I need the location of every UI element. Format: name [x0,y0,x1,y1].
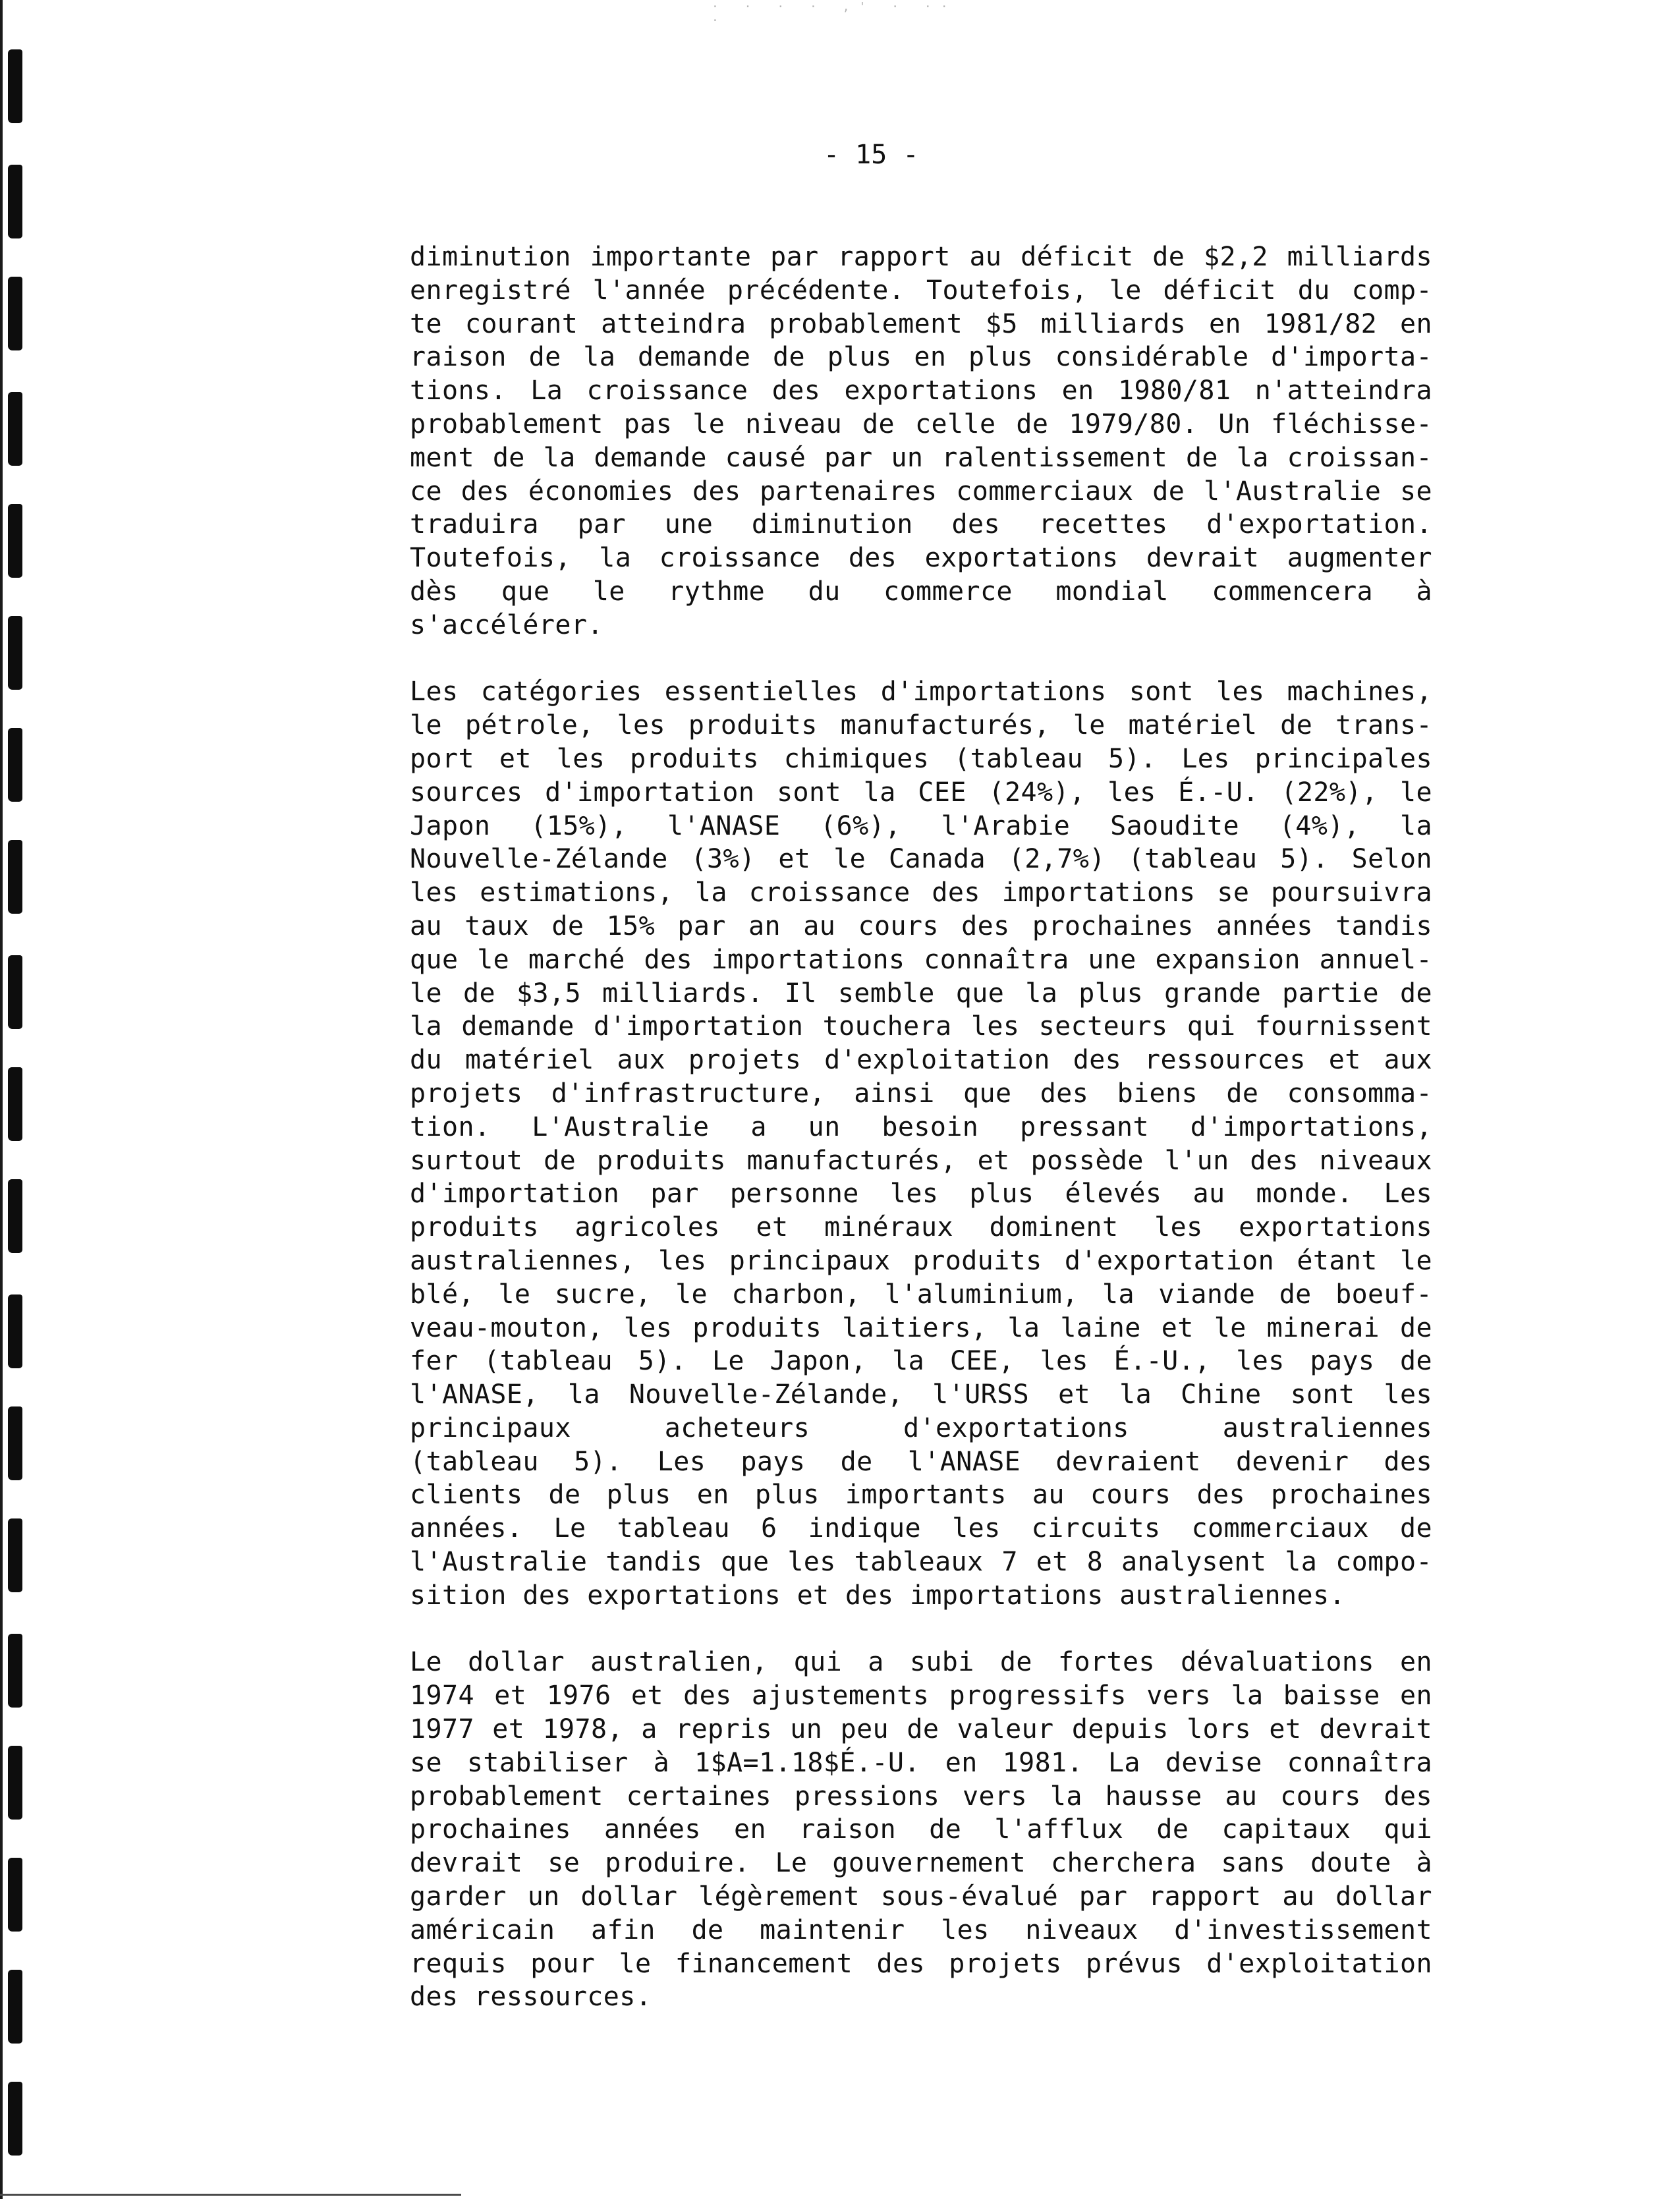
binder-mark [8,49,22,123]
scan-artifact: · · · · ,' · ·· · [712,0,957,28]
binder-mark [8,504,22,578]
paragraph-gap [410,642,1432,676]
text-line: projets d'infrastructure, ainsi que des biens de consomma- [410,1078,1432,1109]
text-line: Les catégories essentielles d'importations sont les machines, [410,677,1432,708]
text-line: que le marché des importations connaîtra une expansion annuel- [410,944,1432,975]
text-line: garder un dollar légèrement sous-évalué par rapport au dollar [410,1881,1432,1912]
text-line: traduira par une diminution des recettes d'exportation. [410,509,1432,540]
text-line: australiennes, les principaux produits d'exportation étant le [410,1245,1432,1276]
text-line: ment de la demande causé par un ralentissement de la croissan- [410,442,1432,473]
text-line: l'Australie tandis que les tableaux 7 et 8 analysent la compo- [410,1547,1432,1578]
text-line: principaux acheteurs d'exportations australiennes [410,1412,1432,1443]
binder-mark [8,1067,22,1141]
text-line: veau-mouton, les produits laitiers, la laine et le minerai de [410,1312,1432,1343]
text-line: le pétrole, les produits manufacturés, le matériel de trans- [410,710,1432,741]
text-line: requis pour le financement des projets prévus d'exploitation [410,1948,1432,1979]
paragraph [410,240,1432,642]
text-line: probablement certaines pressions vers la hausse au cours des [410,1781,1432,1812]
text-line: sources d'importation sont la CEE (24%), les É.-U. (22%), le [410,777,1432,808]
binder-mark [8,728,22,802]
binder-mark [8,1634,22,1708]
bottom-edge-rule [0,2194,461,2196]
left-margin-rule [0,0,3,2199]
text-line: le de $3,5 milliards. Il semble que la plus grande partie de [410,978,1432,1009]
text-line: te courant atteindra probablement $5 milliards en 1981/82 en [410,308,1432,339]
binder-mark [8,165,22,238]
text-line: dès que le rythme du commerce mondial commencera à [410,576,1432,607]
text-line: s'accélérer. [410,609,603,640]
binder-mark [8,1406,22,1480]
text-line: surtout de produits manufacturés, et possède l'un des niveaux [410,1145,1432,1176]
binder-mark [8,277,22,350]
text-line: enregistré l'année précédente. Toutefois, le déficit du comp- [410,275,1432,306]
text-line: (tableau 5). Les pays de l'ANASE devraient devenir des [410,1446,1432,1477]
text-line: Le dollar australien, qui a subi de fortes dévaluations en [410,1647,1432,1678]
text-line: d'importation par personne les plus élevés au monde. Les [410,1179,1432,1210]
binder-mark [8,840,22,914]
text-line: du matériel aux projets d'exploitation des ressources et aux [410,1045,1432,1076]
text-line: produits agricoles et minéraux dominent les exportations [410,1212,1432,1243]
binder-mark [8,1518,22,1592]
text-line: Nouvelle-Zélande (3%) et le Canada (2,7%) (tableau 5). Selon [410,844,1432,875]
binder-mark [8,1179,22,1253]
binder-mark [8,955,22,1029]
text-line: Japon (15%), l'ANASE (6%), l'Arabie Saoudite (4%), la [410,810,1432,841]
binder-mark [8,392,22,466]
paragraph [410,1646,1432,2014]
text-line: américain afin de maintenir les niveaux d'investissement [410,1914,1432,1945]
binder-punch-marks [5,0,32,2199]
text-line: les estimations, la croissance des importations se poursuivra [410,877,1432,908]
paragraph-gap [410,1613,1432,1646]
text-line: raison de la demande de plus en plus considérable d'importa- [410,342,1432,373]
text-line: fer (tableau 5). Le Japon, la CEE, les É.-U., les pays de [410,1346,1432,1377]
text-line: tions. La croissance des exportations en 1980/81 n'atteindra [410,376,1432,406]
text-line: blé, le sucre, le charbon, l'aluminium, la viande de boeuf- [410,1279,1432,1310]
text-line: au taux de 15% par an au cours des prochaines années tandis [410,910,1432,941]
binder-mark [8,2082,22,2156]
text-line: sition des exportations et des importations australiennes. [410,1580,1345,1611]
binder-mark [8,1294,22,1368]
binder-mark [8,1746,22,1820]
text-line: prochaines années en raison de l'afflux de capitaux qui [410,1814,1432,1845]
text-line: port et les produits chimiques (tableau 5). Les principales [410,743,1432,774]
text-line: la demande d'importation touchera les secteurs qui fournissent [410,1011,1432,1042]
text-line: ce des économies des partenaires commerciaux de l'Australie se [410,476,1432,507]
text-line: l'ANASE, la Nouvelle-Zélande, l'URSS et la Chine sont les [410,1379,1432,1410]
text-line: probablement pas le niveau de celle de 1979/80. Un fléchisse- [410,408,1432,439]
binder-mark [8,1858,22,1932]
text-line: 1974 et 1976 et des ajustements progressifs vers la baisse en [410,1681,1432,1712]
text-line: devrait se produire. Le gouvernement cherchera sans doute à [410,1848,1432,1879]
binder-mark [8,1970,22,2044]
paragraph [410,675,1432,1612]
text-line: années. Le tableau 6 indique les circuits commerciaux de [410,1513,1432,1544]
text-line: tion. L'Australie a un besoin pressant d'importations, [410,1111,1432,1142]
text-line: se stabiliser à 1$A=1.18$É.-U. en 1981. La devise connaîtra [410,1747,1432,1778]
text-line: des ressources. [410,1982,652,2013]
text-line: Toutefois, la croissance des exportations devrait augmenter [410,543,1432,574]
page-number: - 15 - [824,140,919,170]
text-line: 1977 et 1978, a repris un peu de valeur depuis lors et devrait [410,1714,1432,1745]
binder-mark [8,616,22,690]
text-line: clients de plus en plus importants au cours des prochaines [410,1480,1432,1511]
text-line: diminution importante par rapport au déficit de $2,2 milliards [410,242,1432,272]
body-text [410,240,1432,2014]
